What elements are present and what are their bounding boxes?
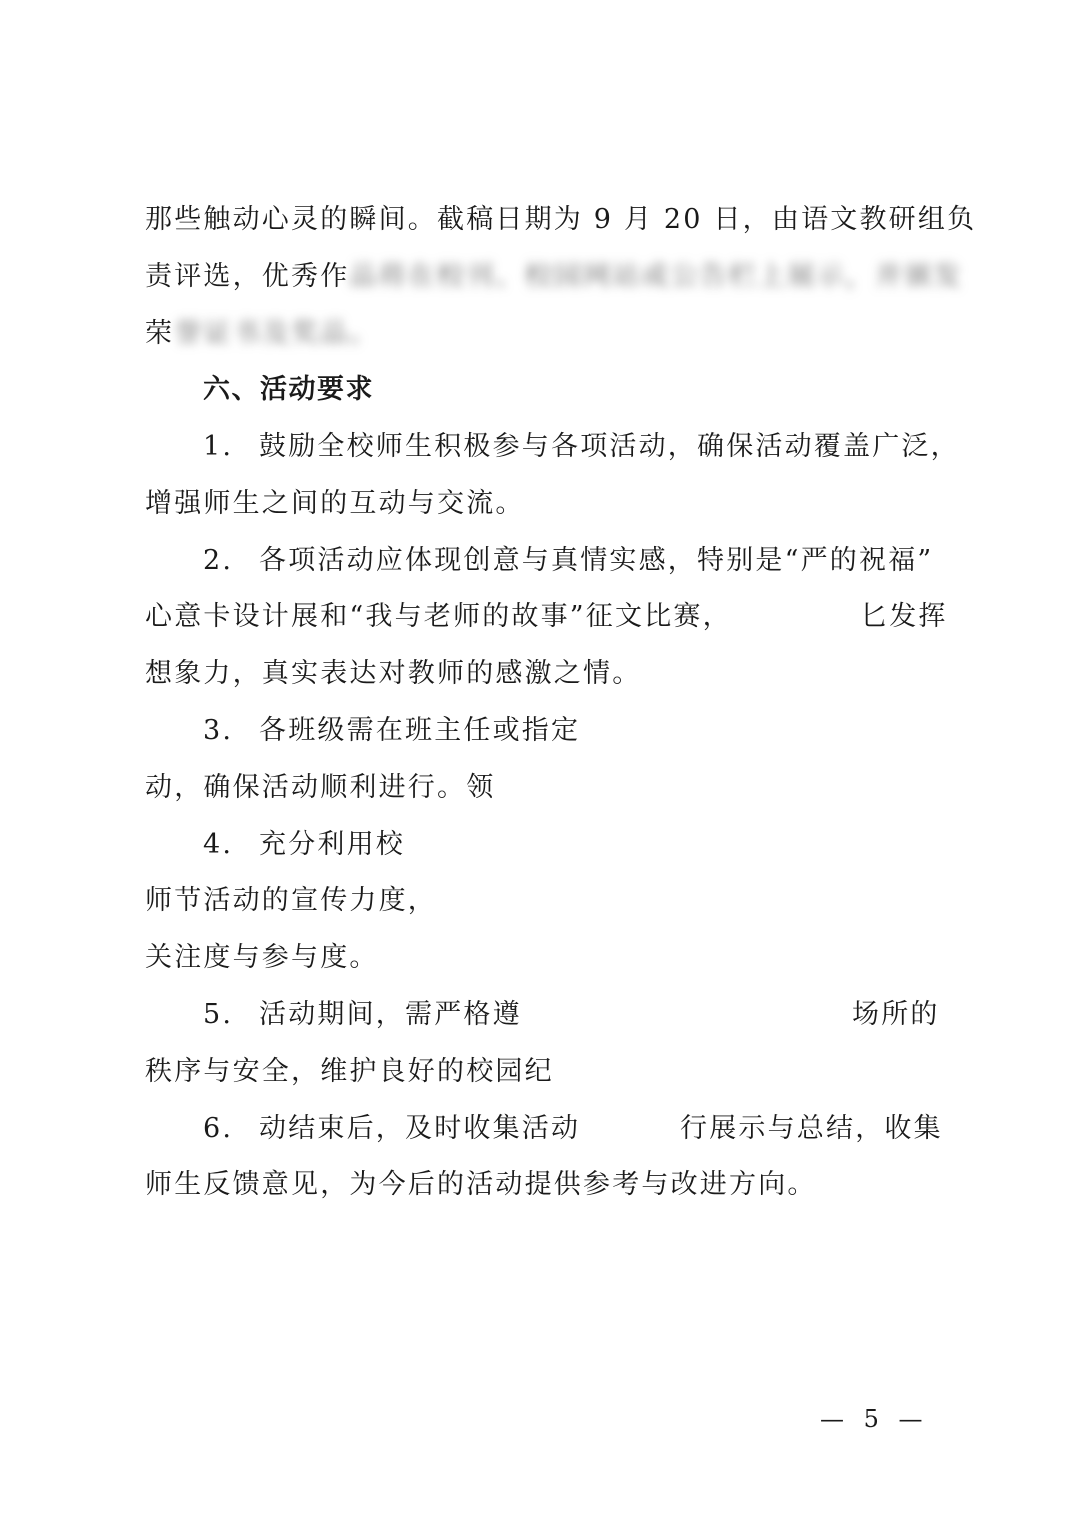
item-text: 动结束后，及时收集活动	[259, 1113, 581, 1144]
item-2-line-3: 想象力，真实表达对教师的感激之情。	[145, 658, 642, 689]
item-4-line-1	[203, 827, 405, 863]
item-text: 各班级需在班主任或指定	[259, 715, 581, 746]
paragraph-prev-line-3-visible: 荣	[145, 318, 175, 349]
item-2-line-2a: 心意卡设计展和“我与老师的故事”征文比赛，	[145, 601, 732, 632]
item-4-line-2: 师节活动的宣传力度，	[145, 885, 437, 916]
item-6-line-1	[203, 1111, 580, 1147]
item-2-line-1	[203, 543, 933, 579]
paragraph-prev-line-2	[145, 259, 963, 295]
item-6-line-1b: 行展示与总结，收集	[680, 1113, 943, 1144]
page-number: — 5 —	[820, 1405, 929, 1433]
item-number: 6.	[203, 1113, 234, 1144]
item-text: 各项活动应体现创意与真情实感，特别是“严的祝福”	[259, 545, 934, 576]
item-text: 鼓励全校师生积极参与各项活动，确保活动覆盖广泛，	[259, 431, 960, 462]
item-text: 活动期间，需严格遵	[259, 999, 522, 1030]
item-1-line-1	[203, 429, 960, 465]
paragraph-prev-line-2-visible: 责评选，优秀作	[145, 261, 350, 292]
item-number: 2.	[203, 545, 234, 576]
item-3-line-2: 动，确保活动顺利进行。领	[145, 772, 496, 803]
item-1-line-2: 增强师生之间的互动与交流。	[145, 488, 525, 519]
item-text: 充分利用校	[259, 829, 405, 860]
section-heading: 六、活动要求	[203, 374, 374, 405]
redacted-text: 品将在校刊、校园网站或公告栏上展示，并颁发	[349, 261, 963, 292]
item-2-line-2b: 匕发挥	[860, 601, 948, 632]
item-6-line-2: 师生反馈意见，为今后的活动提供参考与改进方向。	[145, 1169, 817, 1200]
redacted-text: 誉证书及奖品。	[174, 318, 379, 349]
item-number: 3.	[203, 715, 234, 746]
item-5-line-2: 秩序与安全，维护良好的校园纪	[145, 1056, 554, 1087]
item-4-line-3: 关注度与参与度。	[145, 942, 379, 973]
item-3-line-1	[203, 713, 580, 749]
paragraph-prev-line-3	[145, 316, 379, 352]
item-number: 4.	[203, 829, 234, 860]
item-5-line-1	[203, 997, 522, 1033]
item-number: 1.	[203, 431, 234, 462]
item-number: 5.	[203, 999, 234, 1030]
item-5-line-1b: 场所的	[852, 999, 940, 1030]
paragraph-prev-line-1: 那些触动心灵的瞬间。截稿日期为 9 月 20 日，由语文教研组负	[145, 204, 977, 235]
